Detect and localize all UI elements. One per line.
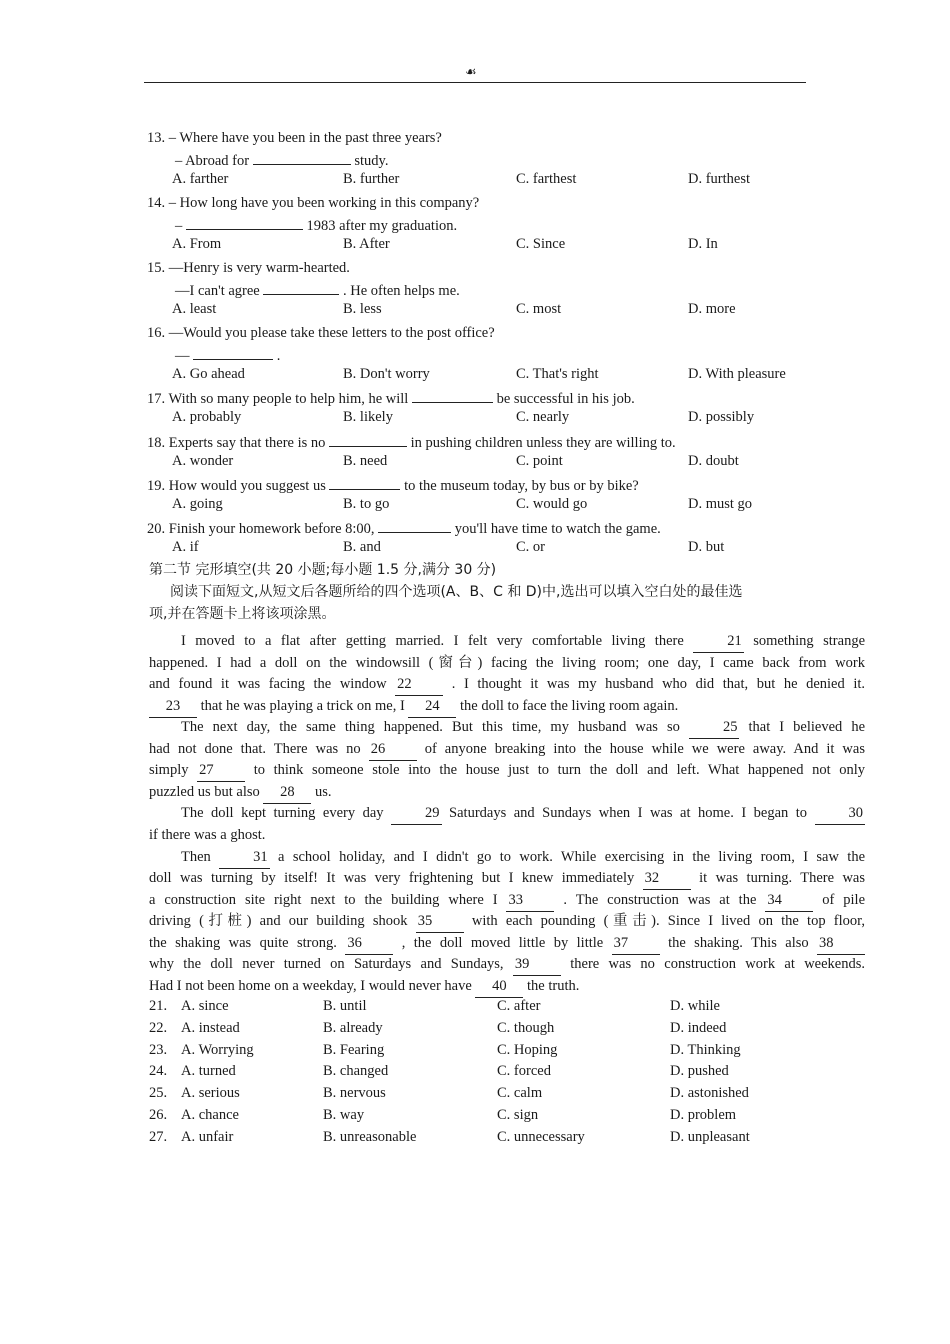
cloze-blank-29[interactable]: 29 xyxy=(391,803,442,825)
answer-number: 26. xyxy=(149,1107,168,1123)
response-tail: study. xyxy=(350,153,389,169)
cloze-blank-23[interactable]: 23 xyxy=(149,696,197,718)
answer-blank[interactable] xyxy=(186,214,303,230)
option-a[interactable]: A. going xyxy=(172,496,223,512)
passage-text: to think someone stole into the house just to turn the doll and left. What happened not only xyxy=(253,762,866,778)
question-stem xyxy=(147,517,661,537)
option-c[interactable]: C. Since xyxy=(516,236,566,252)
option-c[interactable]: C. would go xyxy=(516,496,588,512)
passage-text: had not done that. There was no xyxy=(149,741,361,757)
option-d[interactable]: D. problem xyxy=(670,1107,737,1123)
cloze-blank-37[interactable]: 37 xyxy=(612,933,660,955)
passage-text: and found it was facing the window xyxy=(149,676,387,692)
question-stem xyxy=(147,431,676,451)
passage-text: the doll to face the living room again. xyxy=(460,698,679,714)
passage-text: puzzled us but also xyxy=(149,784,260,800)
passage-text: The next day, the same thing happened. But this time, my husband was so xyxy=(181,719,680,735)
passage-line xyxy=(149,825,865,846)
question-text: be successful in his job. xyxy=(492,391,635,407)
passage-text: it was turning. There was xyxy=(699,870,866,886)
option-c[interactable]: C. nearly xyxy=(516,409,570,425)
question-response-line xyxy=(175,214,457,234)
option-a[interactable]: A. Worrying xyxy=(181,1042,254,1058)
option-b[interactable]: B. Fearing xyxy=(323,1042,385,1058)
passage-text: something strange xyxy=(753,633,866,649)
passage-text: that I believed he xyxy=(748,719,866,735)
passage-line xyxy=(149,696,865,717)
question-text: Experts say that there is no xyxy=(168,435,330,451)
option-a[interactable]: A. farther xyxy=(172,171,229,187)
option-b[interactable]: B. nervous xyxy=(323,1085,386,1101)
passage-line xyxy=(149,933,865,954)
passage-text: doll was turning by itself! It was very frightening but I knew immediately xyxy=(149,870,635,886)
answer-blank[interactable] xyxy=(193,344,273,360)
answer-number: 25. xyxy=(149,1085,168,1101)
option-c[interactable]: C. unnecessary xyxy=(497,1129,585,1145)
question-stem xyxy=(147,474,639,494)
cloze-blank-22[interactable]: 22 xyxy=(395,674,443,696)
question-stem xyxy=(147,258,350,278)
passage-text: , the doll moved little by little xyxy=(401,935,604,951)
passage-text: happened. I had a doll on the windowsill (窗台) facing the living room; one day, I came back from work xyxy=(149,655,865,671)
answer-blank[interactable] xyxy=(378,517,451,533)
option-d[interactable]: D. pushed xyxy=(670,1063,729,1079)
cloze-blank-32[interactable]: 32 xyxy=(643,868,691,890)
response-tail: . He often helps me. xyxy=(339,283,460,299)
passage-text: there was no construction work at weekends. xyxy=(570,956,866,972)
option-d[interactable]: D. more xyxy=(688,301,736,317)
cloze-blank-36[interactable]: 36 xyxy=(345,933,393,955)
passage-text: of anyone breaking into the house while we were away. And it was xyxy=(424,741,865,757)
response-tail: 1983 after my graduation. xyxy=(302,218,458,234)
option-d[interactable]: D. but xyxy=(688,539,725,555)
passage-line xyxy=(149,911,865,932)
passage-line xyxy=(149,847,865,868)
option-d[interactable]: D. In xyxy=(688,236,718,252)
passage-text: simply xyxy=(149,762,189,778)
option-b[interactable]: B. Don't worry xyxy=(343,366,430,382)
passage-text: Had I not been home on a weekday, I would never have xyxy=(149,978,472,994)
header-ornament: ☙ xyxy=(465,64,477,79)
option-b[interactable]: B. until xyxy=(323,998,367,1014)
question-stem xyxy=(147,128,442,148)
option-a[interactable]: A. turned xyxy=(181,1063,236,1079)
question-text: How would you suggest us xyxy=(168,478,330,494)
question-stem xyxy=(147,193,479,213)
option-c[interactable]: C. point xyxy=(516,453,563,469)
response-lead: – Abroad for xyxy=(175,153,253,169)
passage-text: if there was a ghost. xyxy=(149,827,266,843)
cloze-blank-28[interactable]: 28 xyxy=(263,782,311,804)
option-c[interactable]: C. farthest xyxy=(516,171,577,187)
passage-line xyxy=(149,760,865,781)
answer-number: 21. xyxy=(149,998,168,1014)
option-a[interactable]: A. instead xyxy=(181,1020,240,1036)
option-b[interactable]: B. changed xyxy=(323,1063,389,1079)
section-instruction: 阅读下面短文,从短文后各题所给的四个选项(A、B、C 和 D)中,选出可以填入空白处的最佳选 xyxy=(170,584,743,600)
answer-blank[interactable] xyxy=(329,431,407,447)
option-b[interactable]: B. way xyxy=(323,1107,365,1123)
option-c[interactable]: C. calm xyxy=(497,1085,543,1101)
option-b[interactable]: B. After xyxy=(343,236,390,252)
passage-line xyxy=(149,976,865,997)
passage-text: . The construction was at the xyxy=(563,892,757,908)
passage-text: driving (打桩) and our building shook xyxy=(149,913,408,929)
question-text: in pushing children unless they are willing to. xyxy=(407,435,676,451)
cloze-blank-26[interactable]: 26 xyxy=(369,739,417,761)
cloze-blank-39[interactable]: 39 xyxy=(513,954,561,976)
header-rule xyxy=(144,82,806,83)
answer-blank[interactable] xyxy=(412,387,493,403)
response-lead: – xyxy=(175,218,186,234)
option-b[interactable]: B. further xyxy=(343,171,400,187)
question-prompt: —Henry is very warm-hearted. xyxy=(168,260,350,276)
question-number: 18. xyxy=(147,435,169,451)
option-c[interactable]: C. forced xyxy=(497,1063,551,1079)
option-a[interactable]: A. unfair xyxy=(181,1129,234,1145)
cloze-blank-34[interactable]: 34 xyxy=(765,890,813,912)
option-b[interactable]: B. likely xyxy=(343,409,393,425)
passage-text: The doll kept turning every day xyxy=(181,805,384,821)
option-b[interactable]: B. and xyxy=(343,539,381,555)
question-number: 16. xyxy=(147,325,169,341)
answer-blank[interactable] xyxy=(253,149,351,165)
question-response-line xyxy=(175,149,388,169)
passage-line xyxy=(149,674,865,695)
option-c[interactable]: C. That's right xyxy=(516,366,599,382)
question-number: 20. xyxy=(147,521,169,537)
passage-line xyxy=(149,717,865,738)
answer-number: 27. xyxy=(149,1129,168,1145)
option-b[interactable]: B. unreasonable xyxy=(323,1129,417,1145)
section-instruction-cont: 项,并在答题卡上将该项涂黑。 xyxy=(149,606,336,622)
option-a[interactable]: A. wonder xyxy=(172,453,234,469)
passage-text: Saturdays and Sundays when I was at home. I began to xyxy=(449,805,808,821)
option-d[interactable]: D. Thinking xyxy=(670,1042,741,1058)
question-text: With so many people to help him, he will xyxy=(168,391,412,407)
question-response-line xyxy=(175,344,280,364)
cloze-blank-40[interactable]: 40 xyxy=(475,976,523,998)
response-lead: — xyxy=(175,348,194,364)
question-text: Finish your homework before 8:00, xyxy=(168,521,379,537)
option-c[interactable]: C. sign xyxy=(497,1107,539,1123)
passage-line xyxy=(149,890,865,911)
option-a[interactable]: A. chance xyxy=(181,1107,239,1123)
option-a[interactable]: A. Go ahead xyxy=(172,366,245,382)
option-a[interactable]: A. serious xyxy=(181,1085,240,1101)
passage-text: of pile xyxy=(822,892,866,908)
cloze-blank-24[interactable]: 24 xyxy=(408,696,456,718)
question-number: 19. xyxy=(147,478,169,494)
option-b[interactable]: B. less xyxy=(343,301,382,317)
option-d[interactable]: D. indeed xyxy=(670,1020,727,1036)
passage-line xyxy=(149,803,865,824)
answer-blank[interactable] xyxy=(263,279,339,295)
cloze-blank-30[interactable]: 30 xyxy=(815,803,866,825)
question-number: 14. xyxy=(147,195,169,211)
passage-text: a school holiday, and I didn't go to work. While exercising in the living room, I saw the xyxy=(278,849,866,865)
answer-blank[interactable] xyxy=(329,474,400,490)
passage-line xyxy=(149,782,865,803)
passage-text: the shaking. This also xyxy=(668,935,809,951)
option-b[interactable]: B. to go xyxy=(343,496,390,512)
answer-number: 24. xyxy=(149,1063,168,1079)
option-d[interactable]: D. With pleasure xyxy=(688,366,786,382)
question-text: to the museum today, by bus or by bike? xyxy=(400,478,639,494)
question-prompt: – Where have you been in the past three years? xyxy=(168,130,442,146)
cloze-blank-33[interactable]: 33 xyxy=(506,890,554,912)
option-c[interactable]: C. though xyxy=(497,1020,555,1036)
passage-text: . I thought it was my husband who did that, but he denied it. xyxy=(451,676,866,692)
question-number: 17. xyxy=(147,391,169,407)
response-tail: . xyxy=(273,348,281,364)
question-stem xyxy=(147,387,635,407)
passage-text: I moved to a flat after getting married. I felt very comfortable living there xyxy=(181,633,684,649)
passage-line xyxy=(149,868,865,889)
passage-line xyxy=(149,653,865,674)
option-a[interactable]: A. least xyxy=(172,301,217,317)
cloze-blank-25[interactable]: 25 xyxy=(689,717,740,739)
option-b[interactable]: B. already xyxy=(323,1020,383,1036)
option-d[interactable]: D. possibly xyxy=(688,409,755,425)
cloze-blank-31[interactable]: 31 xyxy=(219,847,270,869)
cloze-blank-38[interactable]: 38 xyxy=(817,933,865,955)
answer-number: 22. xyxy=(149,1020,168,1036)
option-c[interactable]: C. or xyxy=(516,539,545,555)
question-text: you'll have time to watch the game. xyxy=(451,521,661,537)
option-d[interactable]: D. must go xyxy=(688,496,753,512)
option-d[interactable]: D. unpleasant xyxy=(670,1129,750,1145)
cloze-blank-27[interactable]: 27 xyxy=(197,760,245,782)
option-c[interactable]: C. most xyxy=(516,301,562,317)
passage-text: with each pounding (重击). Since I lived on the top floor, xyxy=(471,913,866,929)
option-d[interactable]: D. astonished xyxy=(670,1085,749,1101)
option-a[interactable]: A. probably xyxy=(172,409,242,425)
cloze-blank-21[interactable]: 21 xyxy=(693,631,744,653)
passage-text: why the doll never turned on Saturdays and Sundays, xyxy=(149,956,504,972)
passage-text: the shaking was quite strong. xyxy=(149,935,337,951)
option-a[interactable]: A. From xyxy=(172,236,222,252)
passage-text: Then xyxy=(181,849,211,865)
option-a[interactable]: A. since xyxy=(181,998,229,1014)
passage-text: us. xyxy=(315,784,332,800)
option-d[interactable]: D. while xyxy=(670,998,720,1014)
question-stem xyxy=(147,323,495,343)
question-number: 13. xyxy=(147,130,169,146)
passage-text: that he was playing a trick on me, I xyxy=(200,698,405,714)
option-d[interactable]: D. doubt xyxy=(688,453,739,469)
response-lead: —I can't agree xyxy=(175,283,264,299)
question-number: 15. xyxy=(147,260,169,276)
passage-text: a construction site right next to the building where I xyxy=(149,892,498,908)
option-c[interactable]: C. after xyxy=(497,998,541,1014)
question-response-line xyxy=(175,279,460,299)
passage-line xyxy=(149,631,865,652)
option-c[interactable]: C. Hoping xyxy=(497,1042,558,1058)
answer-number: 23. xyxy=(149,1042,168,1058)
question-prompt: – How long have you been working in this company? xyxy=(168,195,480,211)
passage-text: the truth. xyxy=(527,978,580,994)
option-a[interactable]: A. if xyxy=(172,539,199,555)
passage-line xyxy=(149,739,865,760)
section-title: 第二节 完形填空(共 20 小题;每小题 1.5 分,满分 30 分) xyxy=(149,562,497,578)
cloze-blank-35[interactable]: 35 xyxy=(416,911,464,933)
passage-line xyxy=(149,954,865,975)
question-prompt: —Would you please take these letters to the post office? xyxy=(168,325,495,341)
option-d[interactable]: D. furthest xyxy=(688,171,751,187)
option-b[interactable]: B. need xyxy=(343,453,388,469)
